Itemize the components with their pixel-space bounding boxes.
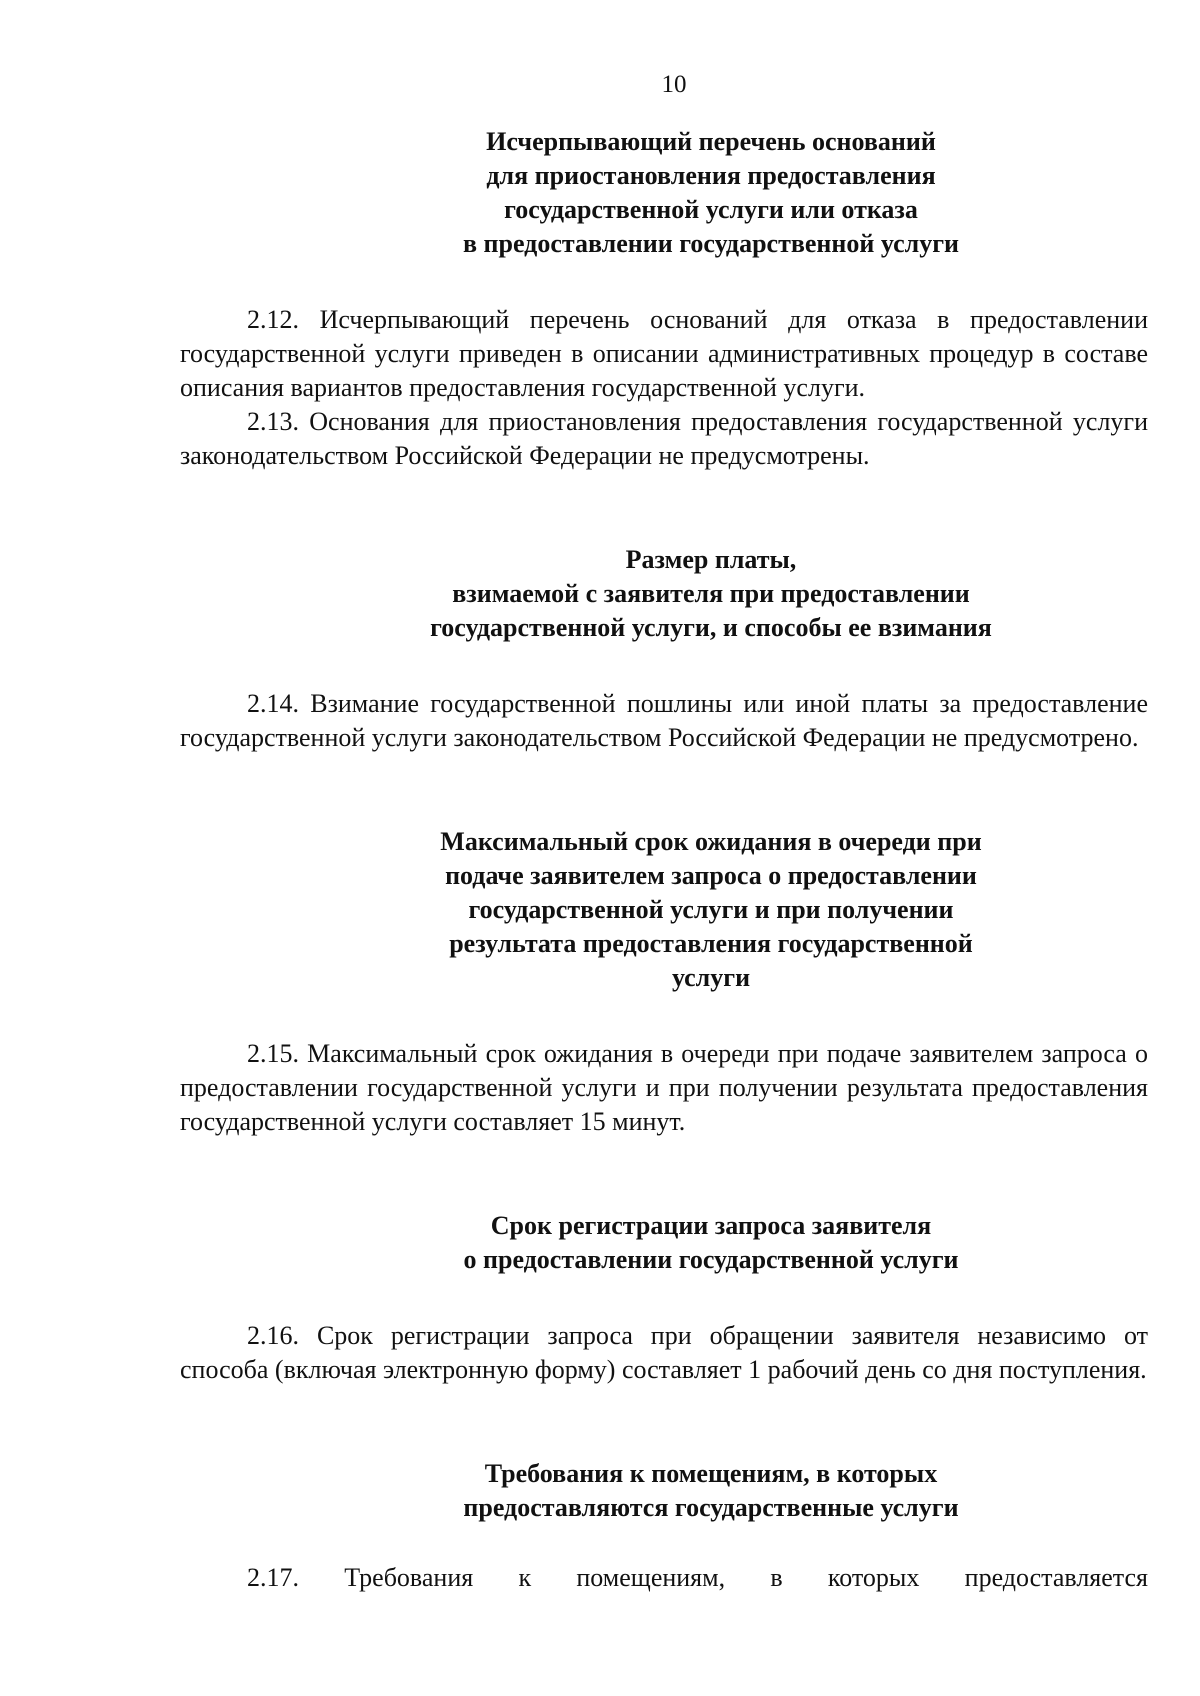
heading-line: услуги	[671, 963, 751, 992]
heading-line: подаче заявителем запроса о предоставлении	[445, 861, 977, 890]
paragraph-2-12: 2.12. Исчерпывающий перечень оснований для отказа в предоставлении государственной услуги приведен в описании административных процедур в составе описания вариантов предоставления государственной услуги.	[180, 305, 1148, 402]
section-queue-time	[180, 825, 1148, 1139]
section-registration-term	[180, 1209, 1148, 1387]
heading-line: Срок регистрации запроса заявителя	[490, 1211, 932, 1240]
heading-line: государственной услуги или отказа	[504, 195, 918, 224]
page-number: 10	[661, 71, 687, 98]
heading-line: Максимальный срок ожидания в очереди при	[440, 827, 982, 856]
section-premises-requirements	[180, 1457, 1148, 1595]
heading-line: государственной услуги и при получении	[468, 895, 954, 924]
heading-line: государственной услуги, и способы ее взимания	[430, 613, 992, 642]
paragraph-2-14: 2.14. Взимание государственной пошлины или иной платы за предоставление государственной услуги законодательством Российской Федерации не предусмотрено.	[180, 689, 1148, 752]
section-heading	[180, 125, 1148, 261]
heading-line: предоставляются государственные услуги	[463, 1493, 959, 1522]
section-suspension-refusal	[180, 125, 1148, 473]
heading-line: Требования к помещениям, в которых	[484, 1459, 938, 1488]
section-heading	[180, 825, 1148, 995]
paragraph-2-13: 2.13. Основания для приостановления предоставления государственной услуги законодательством Российской Федерации не предусмотрены.	[180, 407, 1148, 470]
section-fee	[180, 543, 1148, 755]
section-heading	[180, 1209, 1148, 1277]
section-heading	[180, 543, 1148, 645]
document-body	[180, 125, 1148, 1595]
heading-line: в предоставлении государственной услуги	[462, 229, 959, 258]
paragraph-2-15: 2.15. Максимальный срок ожидания в очереди при подаче заявителем запроса о предоставлении государственной услуги и при получении результата предоставления государственной услуги составляет 15 минут.	[180, 1039, 1148, 1136]
section-heading	[180, 1457, 1148, 1525]
heading-line: для приостановления предоставления	[486, 161, 936, 190]
heading-line: Размер платы,	[625, 545, 797, 574]
heading-line: результата предоставления государственной	[449, 929, 973, 958]
heading-line: Исчерпывающий перечень оснований	[486, 127, 936, 156]
heading-line: о предоставлении государственной услуги	[463, 1245, 959, 1274]
paragraph-2-16: 2.16. Срок регистрации запроса при обращении заявителя независимо от способа (включая электронную форму) составляет 1 рабочий день со дня поступления.	[180, 1321, 1148, 1384]
paragraph-2-17: 2.17. Требования к помещениям, в которых предоставляется	[247, 1563, 1148, 1592]
heading-line: взимаемой с заявителя при предоставлении	[452, 579, 970, 608]
